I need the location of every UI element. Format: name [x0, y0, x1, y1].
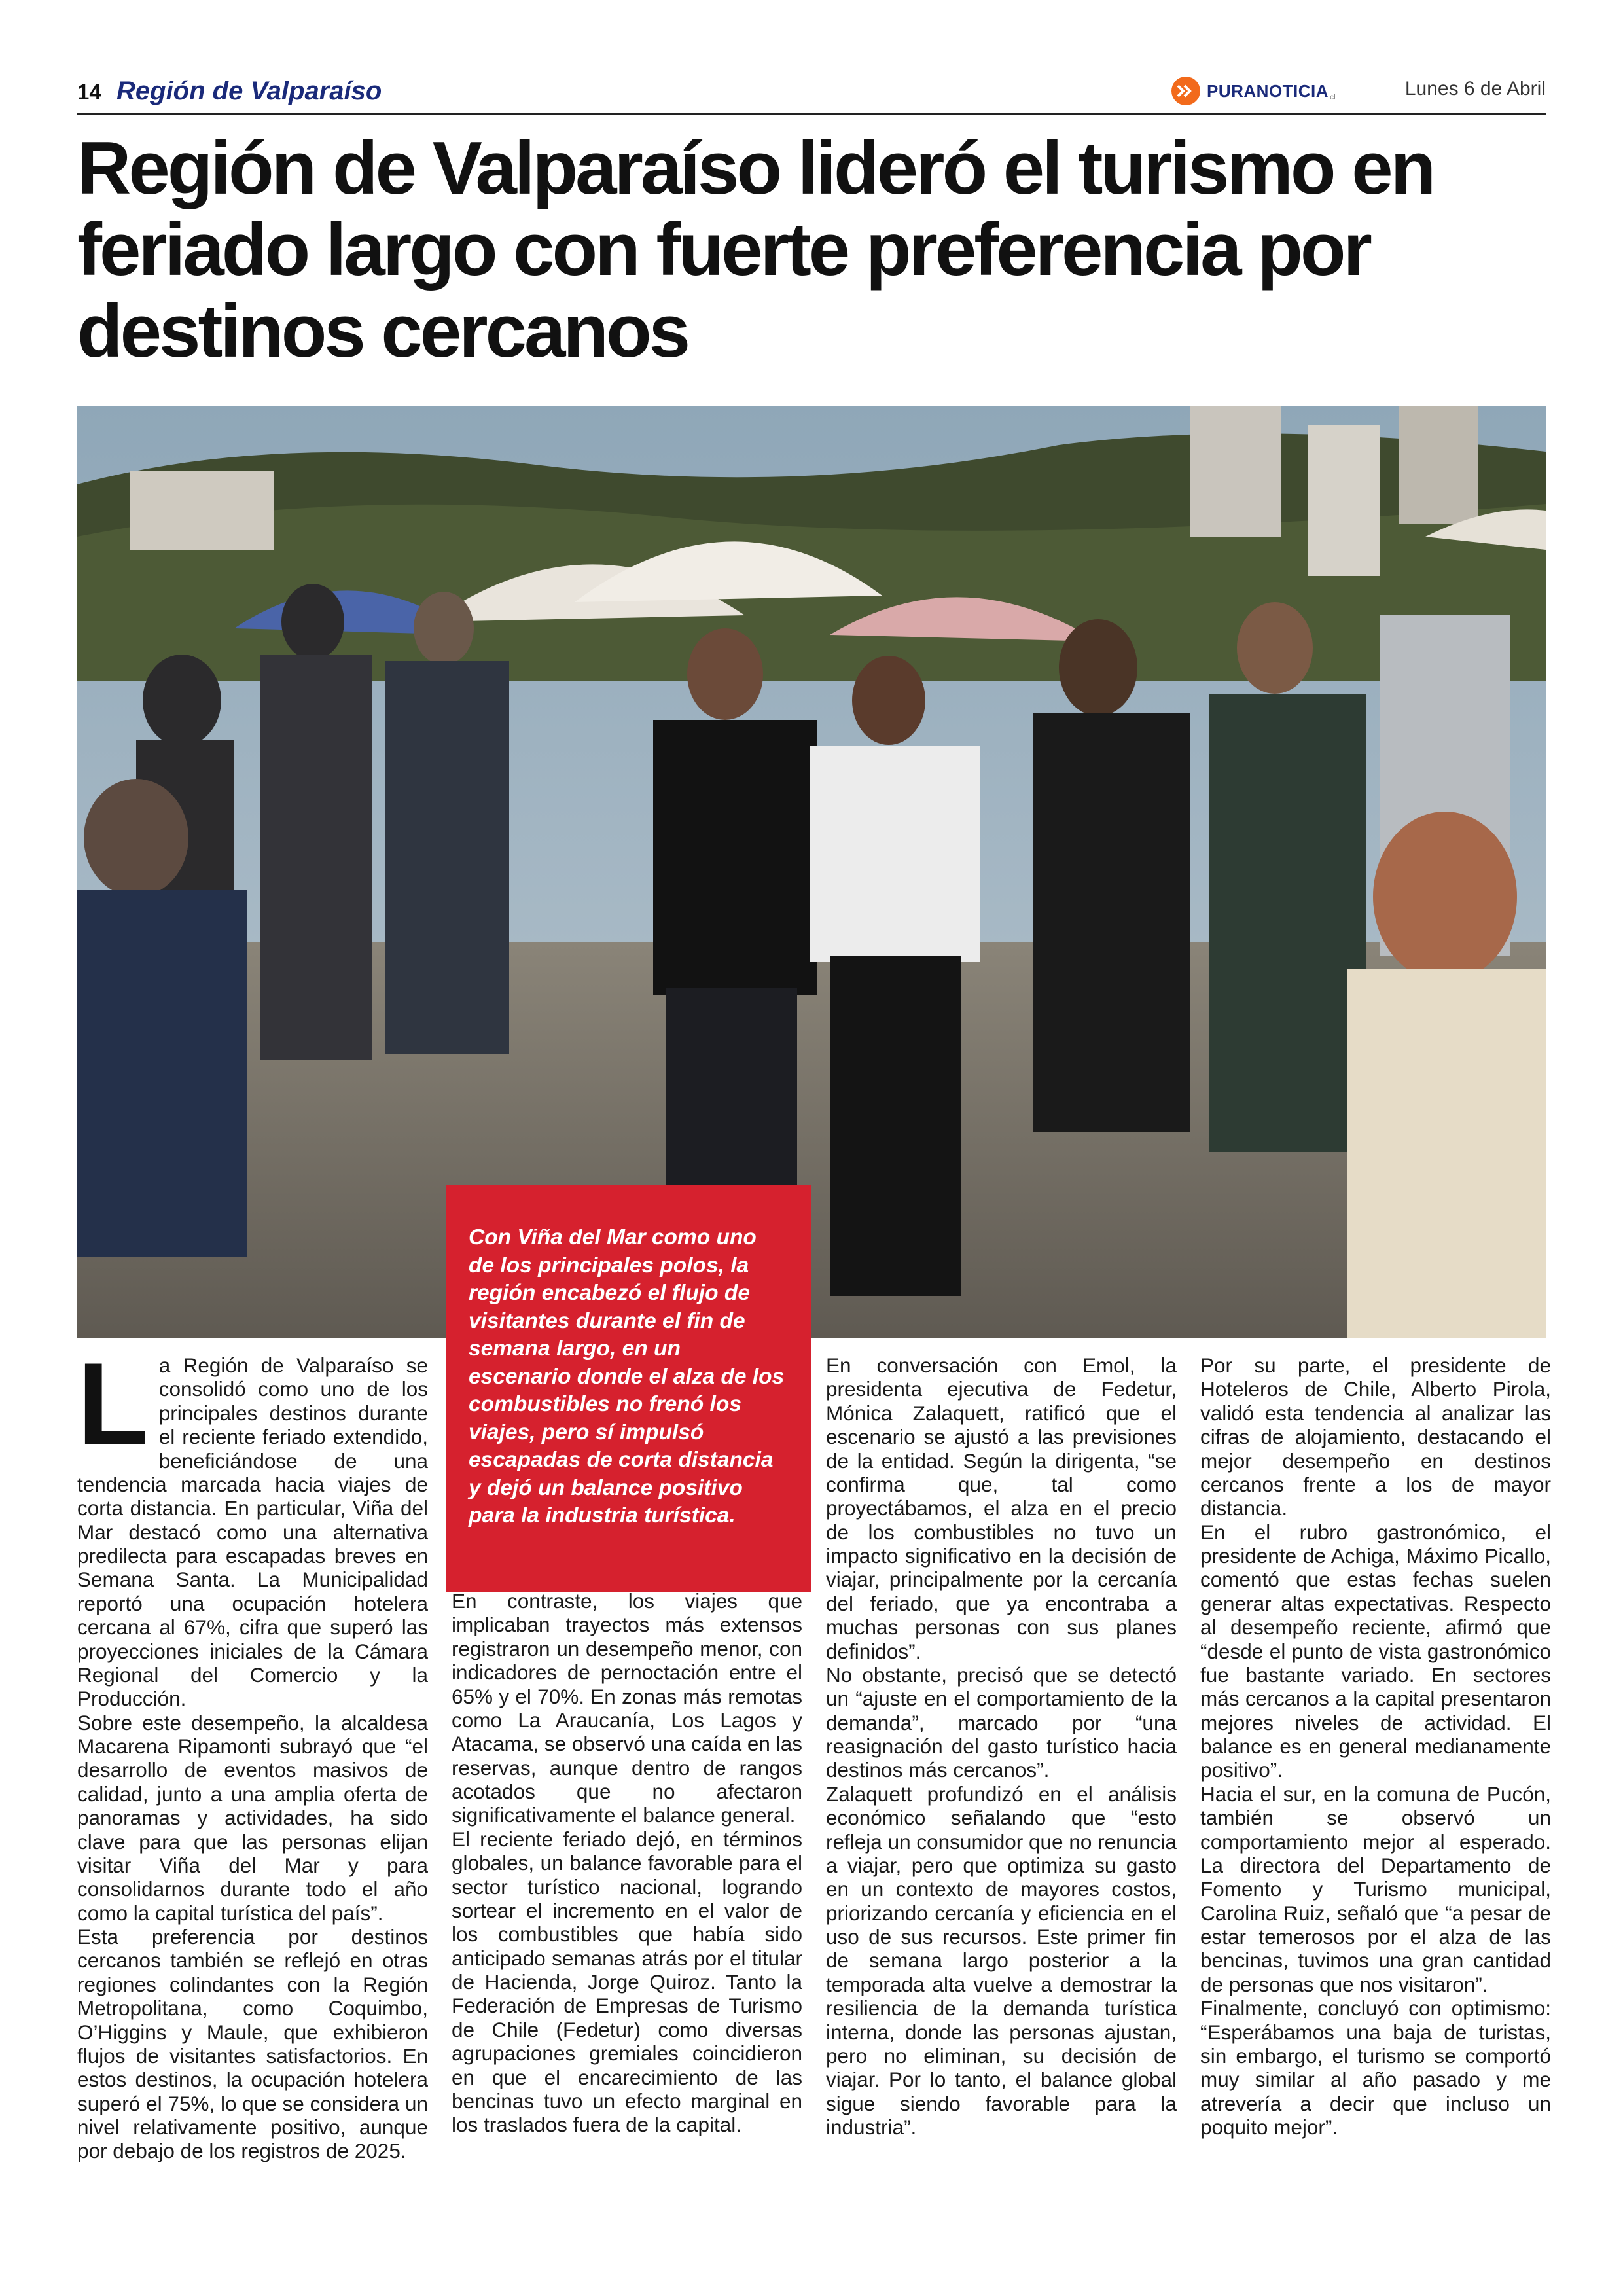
- article-column-4: [1200, 1354, 1551, 2139]
- brand-name: PURANOTICIA: [1207, 81, 1329, 101]
- issue-date: Lunes 6 de Abril: [1404, 78, 1546, 99]
- paragraph: En conversación con Emol, la presidenta ejecutiva de Fedetur, Mónica Zalaquett, ratificó que el escenario se ajustó a las previsiones de la entidad. Según la dirigenta, “se confirma que, tal como proyectábamos, el alza en el precio de los combustibles no tuvo un impacto significativo en la decisión de viajar, principalmente por la cercanía del feriado, que ya encontraba a muchas personas con sus planes definidos”.: [826, 1354, 1177, 1663]
- paragraph: No obstante, precisó que se detectó un “ajuste en el comportamiento de la demanda”, marcado por “una reasignación del gasto turístico hacia destinos más cercanos”.: [826, 1662, 1177, 1782]
- paragraph: Hacia el sur, en la comuna de Pucón, también se observó un comportamiento mejor al esperado. La directora del Departamento de Fomento y Turismo municipal, Carolina Ruiz, señaló que “a pesar de estar temerosos por el alza de las bencinas, tuvimos una gran cantidad de personas que nos visitaron”.: [1200, 1782, 1551, 1996]
- paragraph: En el rubro gastronómico, el presidente de Achiga, Máximo Picallo, comentó que estas fechas suelen generar altas expectativas. Respecto al desempeño reciente, afirmó que “desde el punto de vista gastronómico fue bastante variado. En sectores más cercanos a la capital presentaron mejores niveles de actividad. El balance es en general medianamente positivo”.: [1200, 1520, 1551, 1782]
- header-rule: [77, 113, 1546, 115]
- pull-quote-box: [446, 1185, 812, 1592]
- brand-logo: [1171, 77, 1336, 105]
- paragraph: Zalaquett profundizó en el análisis económico señalando que “esto refleja un consumidor que no renuncia a viajar, pero que optimiza su gasto en un contexto de mayores costos, priorizando cercanía y eficiencia en el uso de sus recursos. Este primer fin de semana largo posterior a la temporada alta vuelve a demostrar la resiliencia de la demanda turística interna, donde las personas ajustan, pero no eliminan, su decisión de viajar. Por lo tanto, el balance global sigue siendo favorable para la industria”.: [826, 1782, 1177, 2139]
- crowd-photo: [77, 406, 1546, 1338]
- paragraph: El reciente feriado dejó, en términos globales, un balance favorable para el sector turístico nacional, logrando sortear el incremento en el valor de los combustibles que había sido anticipado semanas atrás por el titular de Hacienda, Jorge Quiroz. Tanto la Federación de Empresas de Turismo de Chile (Fedetur) como diversas agrupaciones gremiales coincidieron en que el encarecimiento de las bencinas tuvo un efecto marginal en los traslados fuera de la capital.: [452, 1827, 802, 2137]
- drop-cap: L: [77, 1338, 149, 1469]
- section-name: Región de Valparaíso: [116, 77, 382, 105]
- brand-suffix: cl: [1330, 92, 1336, 101]
- paragraph-text: a Región de Valparaíso se consolidó como uno de los principales destinos durante el reciente feriado extendido, beneficiándose de una tendencia marcada hacia viajes de corta distancia. En particular, Viña del Mar destacó como una alternativa predilecta para escapadas breves en Semana Santa. La Municipalidad reportó una ocupación hotelera cercana al 67%, cifra que superó las proyecciones iniciales de la Cámara Regional del Comercio y la Producción.: [77, 1354, 428, 1711]
- headline: Región de Valparaíso lideró el turismo en feriado largo con fuerte preferencia por destinos cercanos: [77, 127, 1434, 373]
- pull-quote-text: Con Viña del Mar como uno de los principales polos, la región encabezó el flujo de visitantes durante el fin de semana largo, en un escenario donde el alza de los combustibles no frenó los viajes, pero sí impulsó escapadas de corta distancia y dejó un balance positivo para la industria turística.: [469, 1225, 785, 1528]
- paragraph: Sobre este desempeño, la alcaldesa Macarena Ripamonti subrayó que “el desarrollo de eventos masivos de calidad, junto a una amplia oferta de panoramas y actividades, ha sido clave para que las personas elijan visitar Viña del Mar y para consolidarnos durante todo el año como la capital turística del país”.: [77, 1710, 428, 1925]
- paragraph: En contraste, los viajes que implicaban trayectos más extensos registraron un desempeño menor, con indicadores de pernoctación entre el 65% y el 70%. En zonas más remotas como La Araucanía, Los Lagos y Atacama, se observó una caída en las reservas, aunque dentro de rangos acotados que no afectaron significativamente el balance general.: [452, 1589, 802, 1827]
- article-column-3: [826, 1354, 1177, 2139]
- page-number: 14: [77, 80, 101, 104]
- paragraph: Por su parte, el presidente de Hoteleros de Chile, Alberto Pirola, validó esta tendencia al analizar las cifras de alojamiento, destacando el mejor desempeño en destinos cercanos frente a los de mayor distancia.: [1200, 1354, 1551, 1520]
- article-column-1: [77, 1338, 428, 2163]
- paragraph: Esta preferencia por destinos cercanos también se reflejó en otras regiones colindantes con la Región Metropolitana, como Coquimbo, O’Higgins y Maule, que exhibieron flujos de visitantes satisfactorios. En estos destinos, la ocupación hotelera superó el 75%, lo que se considera un nivel relativamente positivo, aunque por debajo de los registros de 2025.: [77, 1925, 428, 2163]
- paragraph: [77, 1338, 428, 1711]
- double-chevron-right-icon: [1171, 77, 1200, 105]
- article-column-2: [452, 1589, 802, 2137]
- paragraph: Finalmente, concluyó con optimismo: “Esperábamos una baja de turistas, sin embargo, el turismo se comportó muy similar al año pasado y me atrevería a decir que incluso un poquito mejor”.: [1200, 1996, 1551, 2139]
